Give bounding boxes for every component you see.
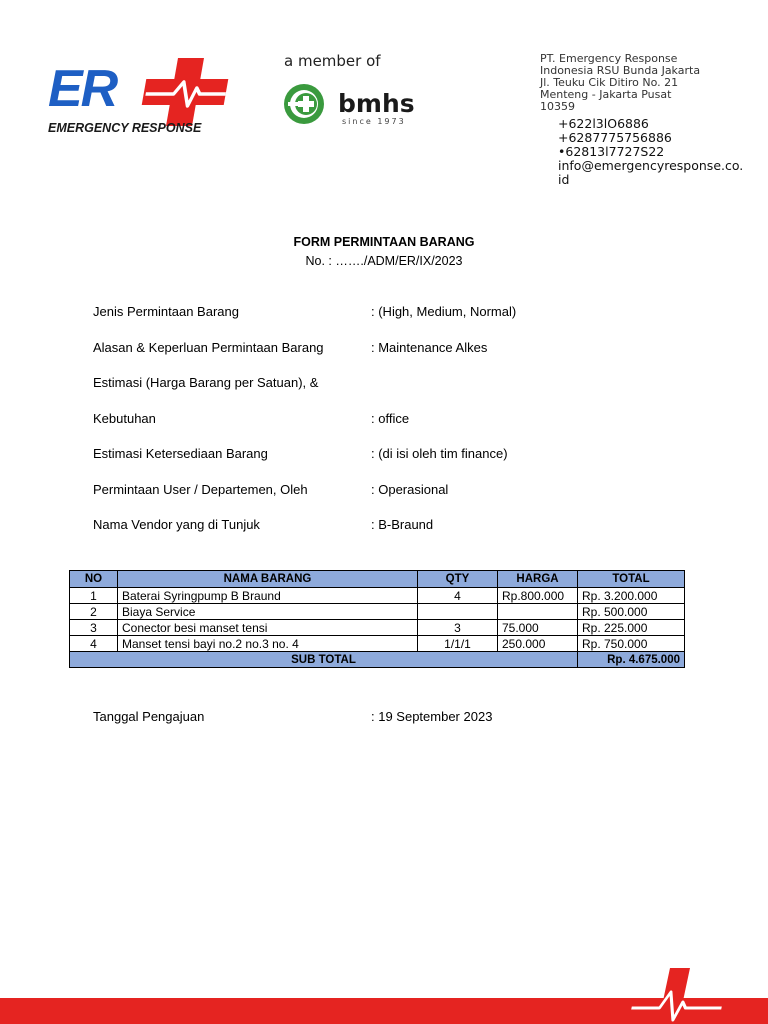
table-row [70, 620, 685, 636]
emergency-response-logo [46, 54, 236, 136]
field-label-ketersediaan: Estimasi Ketersediaan Barang [93, 446, 268, 461]
cell-item-name: Manset tensi bayi no.2 no.3 no. 4 [118, 636, 418, 652]
subtotal-row [70, 652, 685, 668]
cell-no: 4 [70, 636, 118, 652]
cell-qty: 1/1/1 [418, 636, 498, 652]
column-header: NO [70, 571, 118, 588]
email-address: info@emergencyresponse.co. [558, 158, 744, 173]
field-label-jenis: Jenis Permintaan Barang [93, 304, 239, 319]
cell-no: 1 [70, 588, 118, 604]
submission-date-label: Tanggal Pengajuan [93, 709, 205, 724]
bmhs-emblem-icon [284, 84, 324, 124]
bmhs-logo [282, 80, 422, 128]
column-header: QTY [418, 571, 498, 588]
field-label-permintaan-user: Permintaan User / Departemen, Oleh [93, 482, 308, 497]
company-line: Indonesia RSU Bunda Jakarta [540, 64, 701, 77]
field-value-alasan: : Maintenance Alkes [371, 340, 488, 355]
field-label-alasan: Alasan & Keperluan Permintaan Barang [93, 340, 324, 355]
phone-number: •62813l7727S22 [558, 144, 665, 159]
cell-no: 2 [70, 604, 118, 620]
er-logo-subtitle: EMERGENCY RESPONSE [48, 121, 202, 135]
footer-stripe [0, 998, 768, 1024]
phone-number: +622l3lO6886 [558, 116, 649, 131]
subtotal-label: SUB TOTAL [70, 652, 578, 668]
field-value-kebutuhan: : office [371, 411, 410, 426]
table-row [70, 588, 685, 604]
company-line: Menteng - Jakarta Pusat [540, 88, 672, 101]
cell-item-name: Baterai Syringpump B Braund [118, 588, 418, 604]
email-address-continued: id [558, 172, 570, 187]
cell-total: Rp. 750.000 [578, 636, 685, 652]
cell-total: Rp. 3.200.000 [578, 588, 685, 604]
field-label-estimasi-harga: Estimasi (Harga Barang per Satuan), & [93, 375, 319, 390]
bmhs-name: bmhs [338, 89, 415, 118]
table-header-row [70, 571, 685, 588]
cell-price: 75.000 [498, 620, 578, 636]
cell-qty: 4 [418, 588, 498, 604]
cell-total: Rp. 225.000 [578, 620, 685, 636]
cell-no: 3 [70, 620, 118, 636]
bmhs-since: since 1973 [342, 117, 406, 126]
cell-price: 250.000 [498, 636, 578, 652]
company-line: PT. Emergency Response [540, 52, 678, 65]
field-value-jenis: : (High, Medium, Normal) [371, 304, 517, 319]
cell-price: Rp.800.000 [498, 588, 578, 604]
company-line: Jl. Teuku Cik Ditiro No. 21 [540, 76, 679, 89]
column-header: HARGA [498, 571, 578, 588]
cell-price [498, 604, 578, 620]
cell-item-name: Conector besi manset tensi [118, 620, 418, 636]
phone-number: +6287775756886 [558, 130, 672, 145]
footer-red-band [0, 968, 768, 1024]
company-line: 10359 [540, 100, 575, 113]
red-cross-icon [138, 58, 232, 126]
contact-info [558, 117, 758, 187]
subtotal-value: Rp. 4.675.000 [578, 652, 685, 668]
cell-total: Rp. 500.000 [578, 604, 685, 620]
field-value-permintaan-user: : Operasional [371, 482, 449, 497]
field-value-vendor: : B-Braund [371, 517, 434, 532]
table-row [70, 636, 685, 652]
cell-qty: 3 [418, 620, 498, 636]
column-header: TOTAL [578, 571, 685, 588]
form-title: FORM PERMINTAAN BARANG [293, 235, 475, 249]
field-label-kebutuhan: Kebutuhan [93, 411, 156, 426]
field-value-ketersediaan: : (di isi oleh tim finance) [371, 446, 508, 461]
items-table [69, 570, 685, 668]
cell-item-name: Biaya Service [118, 604, 418, 620]
form-number: No. : ……./ADM/ER/IX/2023 [305, 254, 463, 268]
field-label-vendor: Nama Vendor yang di Tunjuk [93, 517, 260, 532]
submission-date-value: : 19 September 2023 [371, 709, 493, 724]
er-logo-letters: ER [48, 60, 117, 118]
column-header: NAMA BARANG [118, 571, 418, 588]
cell-qty [418, 604, 498, 620]
company-address [540, 53, 740, 113]
member-of-text: a member of [284, 52, 381, 70]
table-row [70, 604, 685, 620]
